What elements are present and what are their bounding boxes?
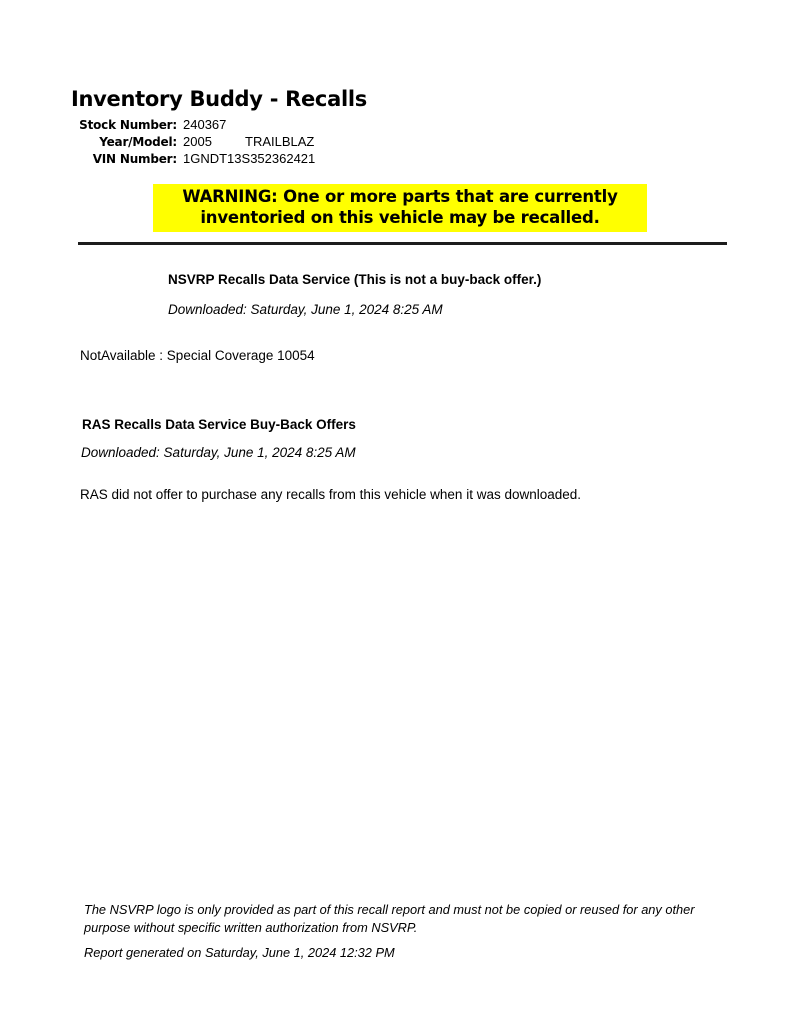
nsvrp-recall-item: NotAvailable : Special Coverage 10054 — [80, 348, 315, 363]
ras-downloaded-timestamp: Downloaded: Saturday, June 1, 2024 8:25 AM — [81, 445, 356, 460]
vehicle-info-block — [0, 117, 315, 168]
year-value: 2005 — [183, 134, 212, 149]
year-model-value — [183, 134, 314, 149]
stock-number-row — [0, 117, 315, 134]
vin-number-row — [0, 151, 315, 168]
report-generated-timestamp: Report generated on Saturday, June 1, 2024 12:32 PM — [84, 945, 395, 960]
ras-section-heading: RAS Recalls Data Service Buy-Back Offers — [82, 417, 356, 432]
stock-number-label: Stock Number: — [79, 118, 177, 132]
stock-number-value: 240367 — [183, 117, 227, 132]
page-title: Inventory Buddy - Recalls — [71, 87, 367, 111]
year-model-row — [0, 134, 315, 151]
year-model-label: Year/Model: — [99, 135, 177, 149]
ras-result-text: RAS did not offer to purchase any recalls from this vehicle when it was downloaded. — [80, 487, 582, 502]
vin-number-label: VIN Number: — [92, 152, 177, 166]
nsvrp-section-heading: NSVRP Recalls Data Service (This is not a buy-back offer.) — [168, 272, 542, 287]
vin-number-value: 1GNDT13S352362421 — [183, 151, 316, 166]
model-value: TRAILBLAZ — [245, 134, 315, 149]
section-divider-line — [78, 242, 727, 245]
footer-disclaimer-text: The NSVRP logo is only provided as part of this recall report and must not be copied or reused for any other purpose without specific written authorization from NSVRP. — [84, 902, 695, 935]
nsvrp-downloaded-timestamp: Downloaded: Saturday, June 1, 2024 8:25 AM — [168, 302, 443, 317]
recall-warning-banner: WARNING: One or more parts that are currently inventoried on this vehicle may be recalled. — [153, 184, 647, 232]
